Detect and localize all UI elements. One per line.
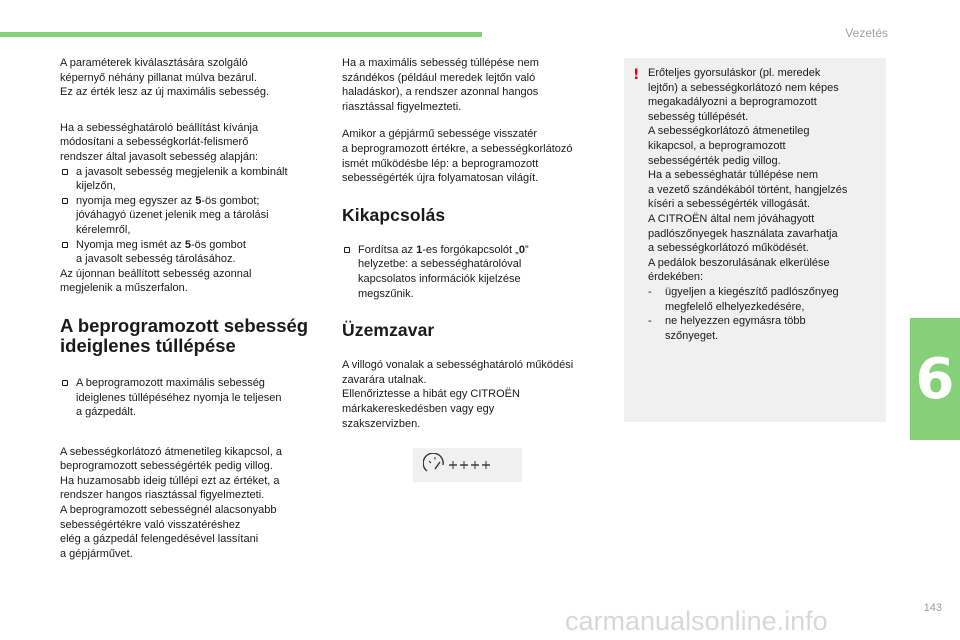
- warning-exclamation-icon: !: [633, 67, 640, 83]
- list-item: A beprogramozott maximális sebesség ideiglenes túllépéséhez nyomja le teljesen a gázpedált.: [60, 376, 322, 420]
- column-left: [60, 56, 322, 574]
- paragraph-switch-off: [342, 243, 604, 301]
- speed-limiter-fault-pictogram: [413, 448, 522, 482]
- paragraph-unintended-exceed: Ha a maximális sebesség túllépése nem szándékos (például meredek lejtőn való haladáskor), a rendszer azonnal hangos riasztással figyelmezteti.: [342, 57, 539, 113]
- chapter-tab: 6: [910, 318, 960, 440]
- paragraph-settings-close: A paraméterek kiválasztására szolgáló képernyő néhány pillanat múlva bezárul. Ez az érték lesz az új maximális sebesség.: [60, 57, 270, 99]
- paragraph-limiter-off: A sebességkorlátozó átmenetileg kikapcsol, a beprogramozott sebességérték pedig villog. Ha huzamosabb ideig túllépi ezt az értéket, a rendszer hangos riasztással figyelmezteti. A beprogramozott sebességnél alacsonyabb sebességértékre való visszatéréshez elég a gázpedál felengedésével lassítani a gépjárművet.: [60, 445, 282, 560]
- section-title: Vezetés: [845, 26, 888, 40]
- list-item: - ügyeljen a kiegészítő padlószőnyeg megfelelő elhelyezkedésére,: [648, 285, 878, 314]
- paragraph-return-speed: Amikor a gépjármű sebessége visszatér a beprogramozott értékre, a sebességkorlátozó ismét működésbe lép: a beprogramozott sebességérték újra folyamatosan világít.: [342, 128, 573, 185]
- list-item: Fordítsa az 1-es forgókapcsolót „0” helyzetbe: a sebességhatárolóval kapcsolatos információk kijelzése megszűnik.: [342, 243, 604, 301]
- speed-gauge-dashes-icon: [423, 453, 513, 477]
- warning-box: ! Erőteljes gyorsuláskor (pl. meredek lejtőn) a sebességkorlátozó nem képes megakadályozni a beprogramozott sebesség túllépését. A sebességkorlátozó átmenetileg kikapcsol, a beprogramozott sebességérték pedig villog. Ha a sebességhatár túllépése nem a vezető szándékából történt, hangjelzés kíséri a sebességérték villogását. A CITROËN által nem jóváhagyott padlószőnyegek használata zavarhatja a sebességkorlátozó működését. A pedálok beszorulásának elkerülése érdekében: - ügyeljen a kiegészítő padlószőnyeg megfelelő elhelyezkedésére, - ne helyezzen egymásra több szőnyeget.: [624, 58, 886, 422]
- paragraph-suggested-speed: Ha a sebességhatároló beállítást kívánja módosítani a sebességkorlát-felismerő rendszer által javasolt sebesség alapján: a javasolt sebesség megjelenik a kombinált kijelzőn, nyomja meg egyszer az 5-ös gombot; jóváhagyó üzenet jelenik meg a tárolási kérelemről, Nyomja meg ismét az 5-ös gombot a javasolt sebesség tárolásához. Az újonnan beállított sebesség azonnal megjelenik a műszerfalon.: [60, 121, 322, 296]
- list-item: nyomja meg egyszer az 5-ös gombot; jóváhagyó üzenet jelenik meg a tárolási kérelemről,: [60, 194, 322, 238]
- paragraph-malfunction: A villogó vonalak a sebességhatároló működési zavarára utalnak. Ellenőriztesse a hibát egy CITROËN márkakereskedésben vagy egy szakszervizben.: [342, 359, 574, 430]
- list-item: Nyomja meg ismét az 5-ös gombot a javasolt sebesség tárolásához.: [60, 238, 322, 267]
- paragraph-exceed-instruction: [60, 376, 322, 420]
- heading-temporary-exceed: A beprogramozott sebesség ideiglenes túllépése: [60, 314, 309, 356]
- heading-switch-off: Kikapcsolás: [342, 204, 446, 225]
- column-middle: [342, 56, 604, 444]
- page-number: 143: [923, 602, 942, 614]
- list-item: a javasolt sebesség megjelenik a kombinált kijelzőn,: [60, 165, 322, 194]
- top-accent-bar: [0, 32, 482, 37]
- heading-malfunction: Üzemzavar: [342, 320, 435, 341]
- watermark: carmanualsonline.info: [565, 606, 828, 636]
- list-item: - ne helyezzen egymásra több szőnyeget.: [648, 314, 878, 343]
